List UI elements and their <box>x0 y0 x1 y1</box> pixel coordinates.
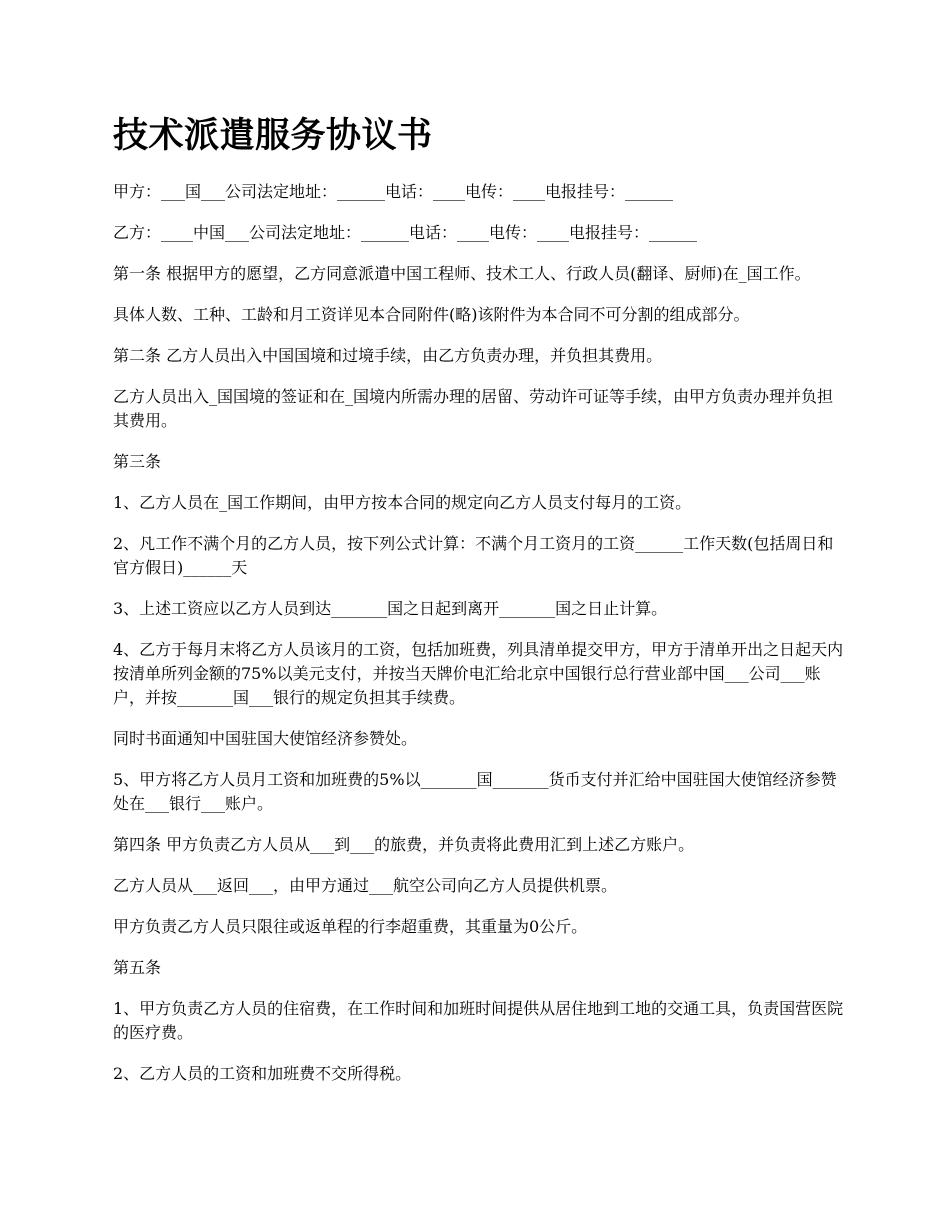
document-body <box>113 180 848 1103</box>
article-2-detail-paragraph: 乙方人员出入_国国境的签证和在_国境内所需办理的居留、劳动许可证等手续，由甲方负责办理并负担其费用。 <box>113 387 834 430</box>
article-4-paragraph: 第四条 甲方负责乙方人员从___到___的旅费，并负责将此费用汇到上述乙方账户。 <box>113 835 695 854</box>
article-5-clause-1: 1、甲方负责乙方人员的住宿费，在工作时间和加班时间提供从居住地到工地的交通工具，负责国营医院的医疗费。 <box>113 999 844 1042</box>
article-3-heading: 第三条 <box>113 452 162 471</box>
article-1-detail-paragraph: 具体人数、工种、工龄和月工资详见本合同附件(略)该附件为本合同不可分割的组成部分。 <box>113 305 750 324</box>
article-3-clause-3: 3、上述工资应以乙方人员到达_______国之日起到离开_______国之日止计算。 <box>113 599 668 618</box>
article-2-paragraph: 第二条 乙方人员出入中国国境和过境手续，由乙方负责办理，并负担其费用。 <box>113 346 663 365</box>
article-3-clause-1: 1、乙方人员在_国工作期间，由甲方按本合同的规定向乙方人员支付每月的工资。 <box>113 493 692 512</box>
article-3-clause-4: 4、乙方于每月末将乙方人员该月的工资，包括加班费，列具清单提交甲方，甲方于清单开出之日起天内按清单所列金额的75%以美元支付，并按当天牌价电汇给北京中国银行总行营业部中国___公司___账户，并按_______国___银行的规定负担其手续费。 <box>113 640 844 707</box>
document-title: 技术派遣服务协议书 <box>113 116 433 156</box>
article-3-notice-paragraph: 同时书面通知中国驻国大使馆经济参赞处。 <box>113 729 418 748</box>
article-4-return-paragraph: 乙方人员从___返回___，由甲方通过___航空公司向乙方人员提供机票。 <box>113 876 618 895</box>
article-4-luggage-paragraph: 甲方负责乙方人员只限往或返单程的行李超重费，其重量为0公斤。 <box>113 917 588 936</box>
party-a-line: 甲方：___国___公司法定地址：______电话：____电传：____电报挂号：______ <box>113 182 674 201</box>
article-3-clause-5: 5、甲方将乙方人员月工资和加班费的5%以_______国_______货币支付并汇给中国驻国大使馆经济参赞处在___银行___账户。 <box>113 770 837 813</box>
article-1-paragraph: 第一条 根据甲方的愿望，乙方同意派遣中国工程师、技术工人、行政人员(翻译、厨师)在_国工作。 <box>113 264 811 283</box>
party-b-line: 乙方：____中国___公司法定地址：______电话：____电传：____电报挂号：______ <box>113 223 698 242</box>
article-5-heading: 第五条 <box>113 958 162 977</box>
article-3-clause-2: 2、凡工作不满个月的乙方人员，按下列公式计算：不满个月工资月的工资______工作天数(包括周日和官方假日)______天 <box>113 534 834 577</box>
article-5-clause-2: 2、乙方人员的工资和加班费不交所得税。 <box>113 1064 412 1083</box>
